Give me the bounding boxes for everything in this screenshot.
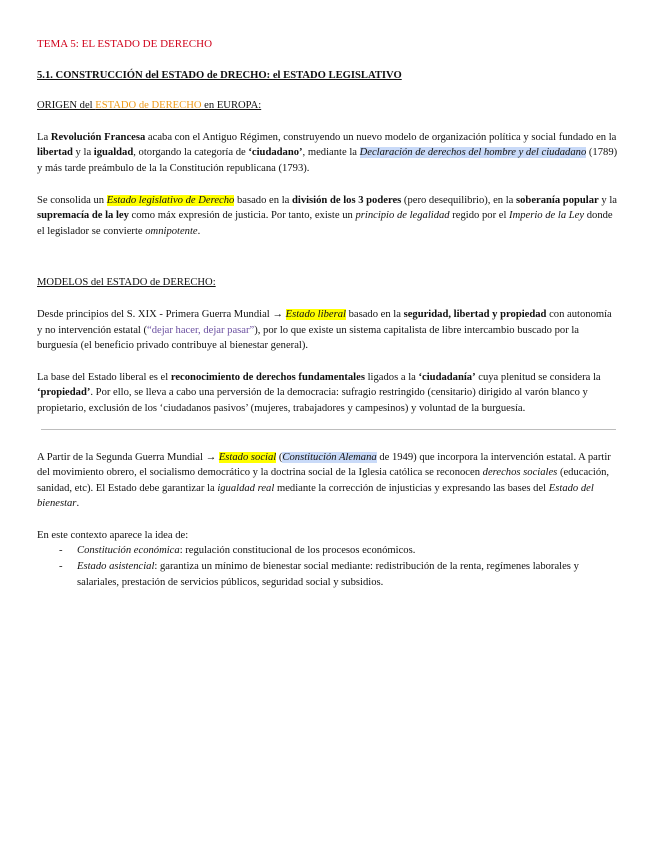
text-run: La xyxy=(37,131,51,143)
text-run: como máx expresión de justicia. Por tanto, existe un xyxy=(128,210,356,222)
italic-run: derechos sociales xyxy=(482,467,558,479)
bold-run: ‘propiedad’ xyxy=(37,387,91,399)
list-term: Estado asistencial xyxy=(77,561,155,573)
text-run: (1789) y más tarde preámbulo de la la Constitución republicana (1793). xyxy=(37,147,618,174)
text-run: A Partir de la Segunda Guerra Mundial → xyxy=(37,451,219,463)
text-run: ( xyxy=(276,451,283,463)
text-run: (pero desequilibrio), en la xyxy=(401,194,517,206)
text-run: acaba con el Antiguo Régimen, construyendo un nuevo modelo de organización política y social fundado en la xyxy=(145,131,617,143)
origin-heading xyxy=(37,98,619,114)
text-run: mediante la corrección de injusticias y expresando las bases del xyxy=(274,482,549,494)
italic-run: omnipotente xyxy=(145,225,198,237)
bold-run: división de los 3 poderes xyxy=(291,194,402,206)
text-run: ligados a la xyxy=(364,371,419,383)
paragraph-revolucion xyxy=(37,130,619,177)
text-run: (educación, sanidad, etc). El Estado debe garantizar la xyxy=(37,467,610,494)
text-run: , otorgando la categoría de xyxy=(133,147,249,159)
section-heading: 5.1. CONSTRUCCIÓN del ESTADO de DRECHO: el ESTADO LEGISLATIVO xyxy=(37,69,402,81)
highlighted-italic-run: Estado liberal xyxy=(285,308,346,320)
list-item xyxy=(59,559,619,590)
list-text: : garantiza un mínimo de bienestar social mediante: redistribución de la renta, regímenes laborales y salariales, prestación de servicios públicos, seguridad social y subsidios. xyxy=(77,561,579,588)
italic-run: principio de legalidad xyxy=(355,210,450,222)
paragraph-estado-liberal xyxy=(37,307,619,354)
models-heading: MODELOS del ESTADO de DERECHO: xyxy=(37,277,216,289)
bold-run: ‘ciudadano’ xyxy=(248,147,303,159)
origin-heading-pre: ORIGEN del xyxy=(37,100,96,112)
bold-run: ‘ciudadanía’ xyxy=(418,371,476,383)
text-run: . xyxy=(76,498,80,510)
text-run: Desde principios del S. XIX - Primera Guerra Mundial → xyxy=(37,308,286,320)
context-intro: En este contexto aparece la idea de: xyxy=(37,529,189,541)
highlighted-italic-run: Declaración de derechos del hombre y del ciudadano xyxy=(359,147,587,159)
list-item xyxy=(59,543,619,559)
text-run: de 1949) que incorpora la intervención estatal. A partir del movimiento obrero, el socialismo democrático y la doctrina social de la Iglesia católica se reconocen xyxy=(37,451,611,479)
bold-run: Revolución Francesa xyxy=(50,131,146,143)
quote-run: “dejar hacer, dejar pasar” xyxy=(147,324,255,336)
text-run: basado en la xyxy=(345,308,404,320)
highlighted-italic-run: Constitución Alemana xyxy=(282,451,377,463)
text-run: , mediante la xyxy=(302,147,360,159)
paragraph-estado-social xyxy=(37,450,619,512)
spacer xyxy=(37,255,619,275)
concept-list xyxy=(37,543,619,590)
text-run: regido por el xyxy=(449,210,510,222)
italic-run: Estado del bienestar xyxy=(37,482,594,510)
list-term: Constitución económica xyxy=(77,545,180,557)
italic-run: Imperio de la Ley xyxy=(509,210,585,222)
spacer xyxy=(37,430,619,450)
paragraph-base-liberal xyxy=(37,370,619,417)
document-title: TEMA 5: EL ESTADO DE DERECHO xyxy=(37,38,213,50)
text-run: y la xyxy=(72,147,94,159)
bold-run: seguridad, libertad y propiedad xyxy=(403,308,547,320)
highlighted-italic-run: Estado legislativo de Derecho xyxy=(106,194,235,206)
text-run: con autonomía y no intervención estatal ( xyxy=(37,308,612,336)
bold-run: igualdad xyxy=(93,147,134,159)
text-run: La base del Estado liberal es el xyxy=(37,371,171,383)
paragraph-estado-legislativo xyxy=(37,193,619,240)
bold-run: libertad xyxy=(37,147,73,159)
bold-run: reconocimiento de derechos fundamentales xyxy=(170,371,365,383)
italic-run: igualdad real xyxy=(217,482,275,494)
text-run: basado en la xyxy=(234,194,292,206)
highlighted-italic-run: Estado social xyxy=(218,451,277,463)
text-run: donde el legislador se convierte xyxy=(37,210,613,237)
origin-heading-highlight: ESTADO de DERECHO xyxy=(95,100,202,112)
bold-run: supremacía de la ley xyxy=(37,210,129,222)
text-run: . Por ello, se lleva a cabo una perversión de la democracia: sufragio restringido (censitario) dirigido al varón blanco y propietario, exclusión de los ‘ciudadanos pasivos’ (mujeres, trabajadores y campesinos) y voluntad de la burguesía. xyxy=(37,387,588,414)
text-run: Se consolida un xyxy=(37,194,107,206)
list-text: : regulación constitucional de los procesos económicos. xyxy=(179,545,416,557)
text-run: cuya plenitud se considera la xyxy=(475,371,601,383)
bold-run: soberanía popular xyxy=(516,194,599,206)
text-run: . xyxy=(197,225,201,237)
text-run: y la xyxy=(598,194,617,206)
origin-heading-post: en EUROPA: xyxy=(201,100,262,112)
text-run: ), por lo que existe un sistema capitalista de libre intercambio buscado por la burguesía (el beneficio privado contribuye al bienestar general). xyxy=(37,324,580,352)
